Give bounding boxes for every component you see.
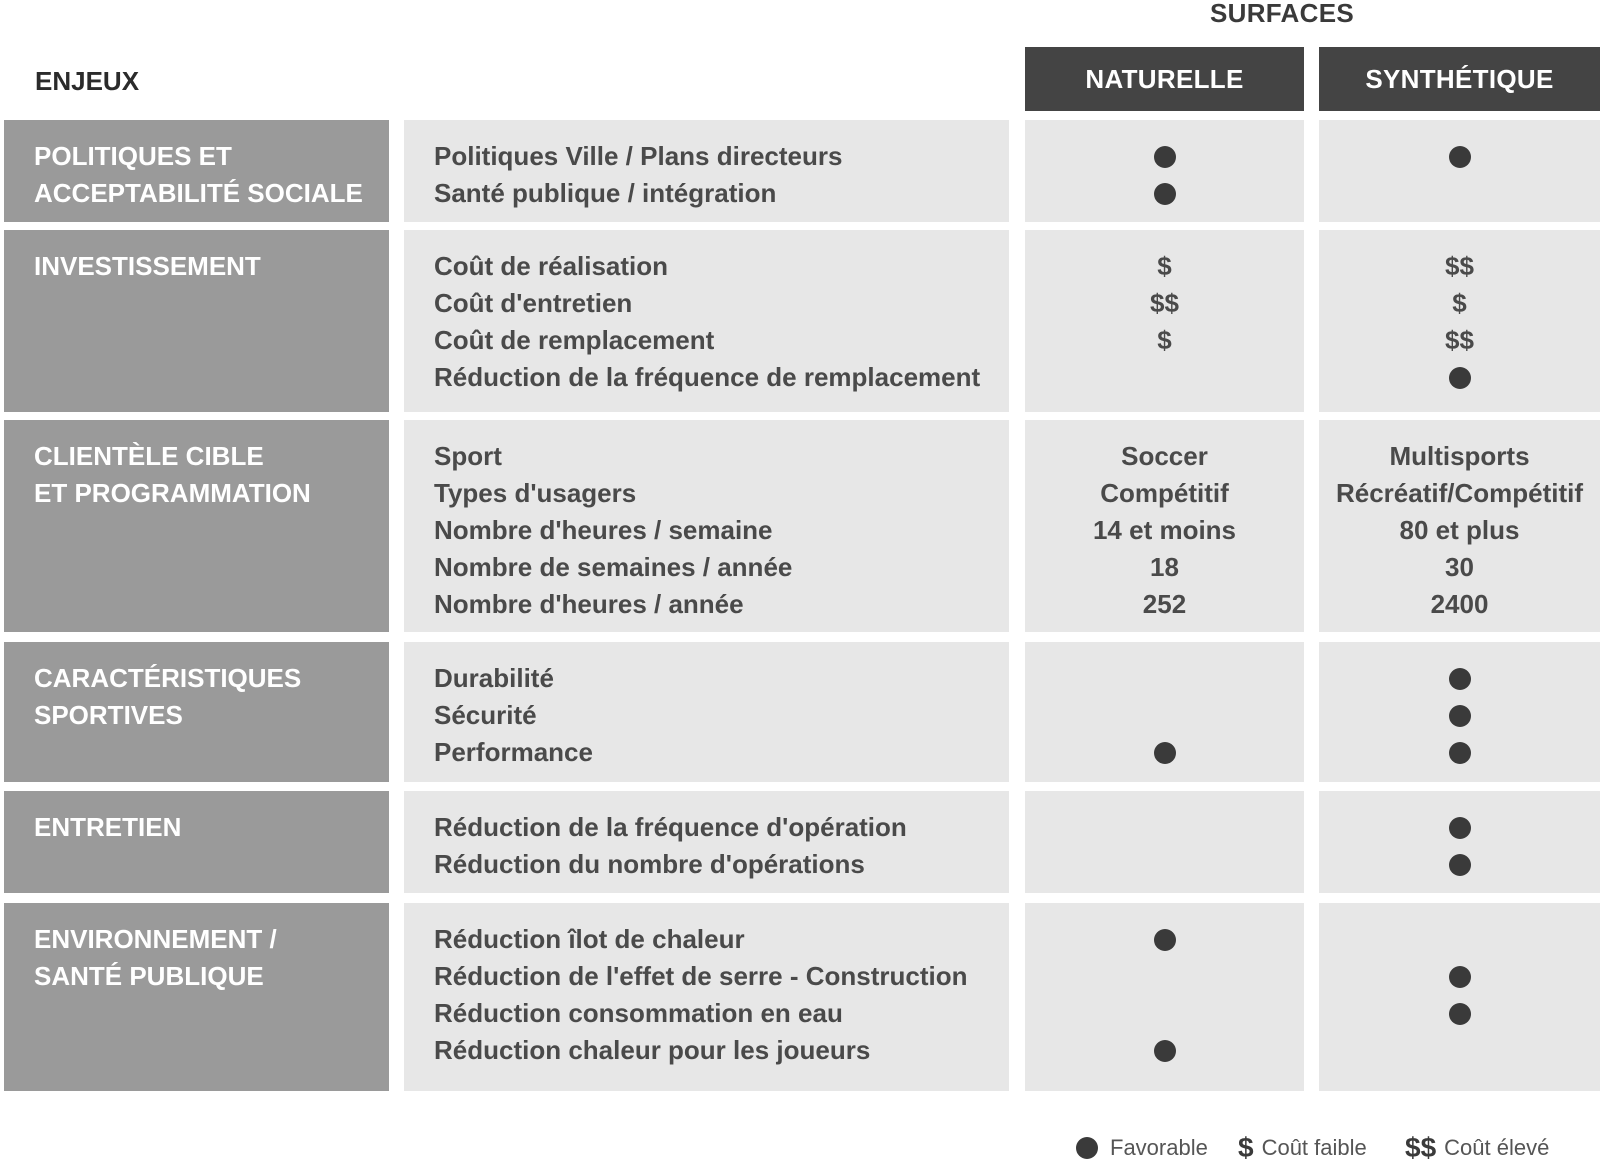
value-line xyxy=(1319,322,1600,359)
value-line xyxy=(1025,958,1304,995)
criterion-label: Nombre d'heures / semaine xyxy=(434,515,773,545)
value-line xyxy=(1319,285,1600,322)
value-line xyxy=(1319,660,1600,697)
legend-low-cost-label: Coût faible xyxy=(1261,1135,1367,1160)
criterion-label: Réduction du nombre d'opérations xyxy=(434,849,865,879)
value-text: 30 xyxy=(1445,552,1474,582)
criterion-label: Sécurité xyxy=(434,700,537,730)
legend-favorable-label: Favorable xyxy=(1110,1135,1208,1160)
favorable-dot-icon xyxy=(1449,705,1471,727)
category-label: POLITIQUES ET xyxy=(34,141,232,171)
naturelle-cell xyxy=(1025,642,1304,782)
favorable-dot-icon xyxy=(1449,817,1471,839)
criterion-label: Nombre d'heures / année xyxy=(434,589,744,619)
criterion-label: Santé publique / intégration xyxy=(434,178,777,208)
criterion-label: Durabilité xyxy=(434,663,554,693)
criterion-label: Coût d'entretien xyxy=(434,288,633,318)
favorable-dot-icon xyxy=(1154,1040,1176,1062)
value-line xyxy=(1025,475,1304,512)
value-text: $ xyxy=(1452,288,1467,318)
category-label: ENTRETIEN xyxy=(34,812,182,842)
criterion-label: Réduction îlot de chaleur xyxy=(434,924,745,954)
synthetique-cell xyxy=(1319,230,1600,412)
value-line xyxy=(1025,359,1304,396)
value-text: 80 et plus xyxy=(1399,515,1520,545)
value-line xyxy=(1319,475,1600,512)
value-line xyxy=(1319,958,1600,995)
category-label: ACCEPTABILITÉ SOCIALE xyxy=(34,178,363,208)
value-line xyxy=(1319,809,1600,846)
value-line xyxy=(1025,809,1304,846)
legend-high-cost xyxy=(1405,1130,1549,1166)
value-text: Récréatif/Compétitif xyxy=(1335,478,1584,508)
legend-favorable xyxy=(1076,1130,1208,1166)
favorable-dot-icon xyxy=(1154,146,1176,168)
value-line xyxy=(1319,248,1600,285)
enjeux-title: ENJEUX xyxy=(35,66,140,96)
criterion-label: Coût de remplacement xyxy=(434,325,715,355)
category-label: ENVIRONNEMENT / xyxy=(34,924,277,954)
criterion-label: Nombre de semaines / année xyxy=(434,552,793,582)
legend-low-cost xyxy=(1238,1130,1367,1166)
value-text: $$ xyxy=(1445,251,1474,281)
criterion-label: Performance xyxy=(434,737,593,767)
value-line xyxy=(1025,322,1304,359)
value-line xyxy=(1319,438,1600,475)
favorable-dot-icon xyxy=(1154,742,1176,764)
value-line xyxy=(1025,512,1304,549)
double-dollar-icon: $$ xyxy=(1405,1132,1437,1163)
category-label: CLIENTÈLE CIBLE xyxy=(34,441,264,471)
value-text: $$ xyxy=(1445,325,1474,355)
value-text: $$ xyxy=(1150,288,1179,318)
value-line xyxy=(1319,586,1600,623)
category-cell xyxy=(4,120,389,222)
category-cell xyxy=(4,791,389,893)
naturelle-cell xyxy=(1025,420,1304,632)
value-line xyxy=(1319,359,1600,396)
criterion-label: Politiques Ville / Plans directeurs xyxy=(434,141,843,171)
value-line xyxy=(1025,175,1304,212)
value-text: 252 xyxy=(1142,589,1187,619)
favorable-dot-icon xyxy=(1449,668,1471,690)
value-text: 18 xyxy=(1150,552,1179,582)
value-line xyxy=(1319,995,1600,1032)
naturelle-cell xyxy=(1025,903,1304,1091)
favorable-dot-icon xyxy=(1449,742,1471,764)
criterion-label: Réduction de l'effet de serre - Construction xyxy=(434,961,968,991)
favorable-dot-icon xyxy=(1449,1003,1471,1025)
criteria-cell xyxy=(404,420,1009,632)
value-line xyxy=(1025,734,1304,771)
value-text: Multisports xyxy=(1389,441,1530,471)
category-cell xyxy=(4,230,389,412)
dollar-icon: $ xyxy=(1238,1132,1254,1163)
criterion-label: Réduction chaleur pour les joueurs xyxy=(434,1035,871,1065)
value-line xyxy=(1025,285,1304,322)
criteria-cell xyxy=(404,120,1009,222)
favorable-dot-icon xyxy=(1449,367,1471,389)
favorable-dot-icon xyxy=(1449,854,1471,876)
value-line xyxy=(1025,438,1304,475)
favorable-dot-icon xyxy=(1076,1137,1098,1159)
value-line xyxy=(1319,175,1600,212)
value-text: Soccer xyxy=(1121,441,1208,471)
criteria-cell xyxy=(404,230,1009,412)
naturelle-cell xyxy=(1025,120,1304,222)
value-line xyxy=(1319,1032,1600,1069)
value-line xyxy=(1025,995,1304,1032)
criterion-label: Sport xyxy=(434,441,502,471)
value-line xyxy=(1319,697,1600,734)
category-label: SANTÉ PUBLIQUE xyxy=(34,961,264,991)
synthetique-cell xyxy=(1319,903,1600,1091)
category-cell xyxy=(4,903,389,1091)
synthetique-cell xyxy=(1319,120,1600,222)
criteria-cell xyxy=(404,791,1009,893)
value-line xyxy=(1319,734,1600,771)
value-line xyxy=(1025,921,1304,958)
criterion-label: Coût de réalisation xyxy=(434,251,669,281)
value-line xyxy=(1025,846,1304,883)
synthetique-cell xyxy=(1319,420,1600,632)
value-line xyxy=(1025,248,1304,285)
value-text: $ xyxy=(1157,325,1172,355)
value-line xyxy=(1025,586,1304,623)
category-cell xyxy=(4,642,389,782)
value-line xyxy=(1319,846,1600,883)
criterion-label: Réduction de la fréquence d'opération xyxy=(434,812,907,842)
category-label: ET PROGRAMMATION xyxy=(34,478,311,508)
value-line xyxy=(1025,549,1304,586)
naturelle-cell xyxy=(1025,230,1304,412)
criterion-label: Réduction consommation en eau xyxy=(434,998,843,1028)
surfaces-title: SURFACES xyxy=(1210,0,1354,28)
value-line xyxy=(1025,138,1304,175)
synthetique-cell xyxy=(1319,791,1600,893)
criteria-cell xyxy=(404,642,1009,782)
criterion-label: Types d'usagers xyxy=(434,478,637,508)
category-cell xyxy=(4,420,389,632)
value-line xyxy=(1319,138,1600,175)
value-line xyxy=(1025,660,1304,697)
value-line xyxy=(1319,549,1600,586)
value-text: 2400 xyxy=(1430,589,1489,619)
naturelle-cell xyxy=(1025,791,1304,893)
category-label: SPORTIVES xyxy=(34,700,183,730)
value-text: $ xyxy=(1157,251,1172,281)
favorable-dot-icon xyxy=(1449,146,1471,168)
value-line xyxy=(1319,921,1600,958)
criterion-label: Réduction de la fréquence de remplacement xyxy=(434,362,981,392)
legend-high-cost-label: Coût élevé xyxy=(1444,1135,1550,1160)
value-line xyxy=(1319,512,1600,549)
column-header-naturelle: NATURELLE xyxy=(1025,47,1304,111)
favorable-dot-icon xyxy=(1154,929,1176,951)
favorable-dot-icon xyxy=(1154,183,1176,205)
category-label: CARACTÉRISTIQUES xyxy=(34,663,302,693)
synthetique-cell xyxy=(1319,642,1600,782)
criteria-cell xyxy=(404,903,1009,1091)
value-text: 14 et moins xyxy=(1092,515,1237,545)
value-line xyxy=(1025,1032,1304,1069)
category-label: INVESTISSEMENT xyxy=(34,251,261,281)
column-header-synthetique: SYNTHÉTIQUE xyxy=(1319,47,1600,111)
value-text: Compétitif xyxy=(1100,478,1229,508)
value-line xyxy=(1025,697,1304,734)
favorable-dot-icon xyxy=(1449,966,1471,988)
